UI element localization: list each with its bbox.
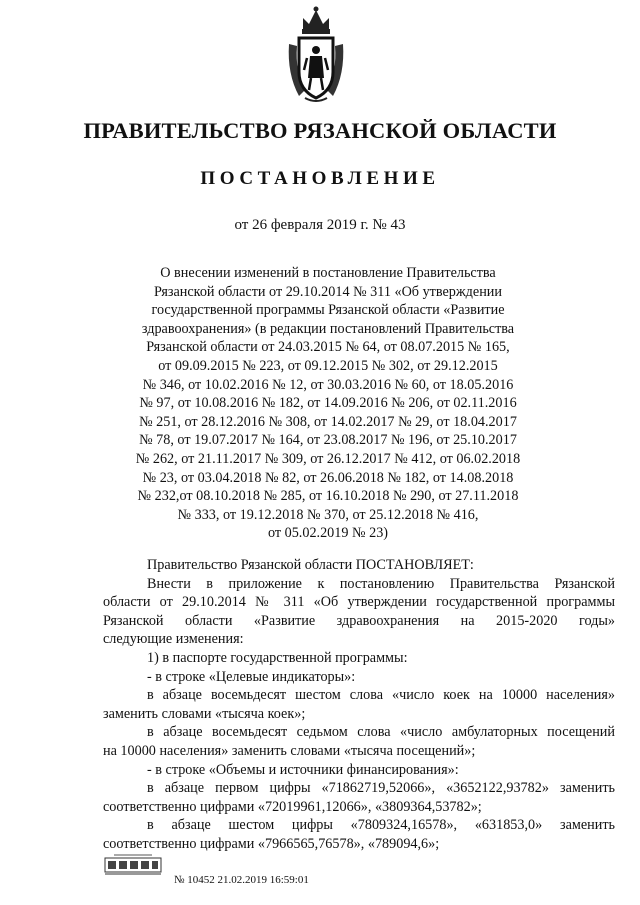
subject-line: здравоохранения» (в редакции постановлений Правительства: [141, 320, 515, 337]
subject-line: № 251, от 28.12.2016 № 308, от 14.02.2017 № 29, от 18.04.2017: [139, 413, 517, 430]
body-line: - в строке «Объемы и источники финансирования»:: [147, 761, 459, 778]
subject-line: № 78, от 19.07.2017 № 164, от 23.08.2017 № 196, от 25.10.2017: [139, 432, 517, 449]
registration-stamp-icon: [104, 852, 162, 876]
coat-of-arms-icon: [285, 4, 347, 104]
document-body: [103, 556, 615, 854]
body-line: Рязанской области «Развитие здравоохранения на 2015-2020 годы»: [103, 612, 615, 629]
subject-line: Рязанской области от 29.10.2014 № 311 «Об утверждении: [154, 283, 502, 300]
body-line: 1) в паспорте государственной программы:: [147, 649, 408, 666]
document-date-number: от 26 февраля 2019 г. № 43: [234, 217, 406, 233]
body-line: Внести в приложение к постановлению Правительства Рязанской: [147, 575, 615, 592]
document-type: ПОСТАНОВЛЕНИЕ: [200, 168, 440, 189]
government-title: ПРАВИТЕЛЬСТВО РЯЗАНСКОЙ ОБЛАСТИ: [83, 118, 557, 143]
subject-line: № 333, от 19.12.2018 № 370, от 25.12.2018 № 416,: [177, 506, 479, 523]
body-line: соответственно цифрами «72019961,12066», «3809364,53782»;: [103, 798, 482, 815]
subject-line: № 346, от 10.02.2016 № 12, от 30.03.2016 № 60, от 18.05.2016: [142, 376, 514, 393]
body-line: в абзаце шестом цифры «7809324,16578», «631853,0» заменить: [147, 817, 615, 834]
subject-line: № 232,от 08.10.2018 № 285, от 16.10.2018 № 290, от 27.11.2018: [137, 488, 519, 505]
subject-line: О внесении изменений в постановление Правительства: [160, 265, 496, 281]
subject-line: № 262, от 21.11.2017 № 309, от 26.12.2017 № 412, от 06.02.2018: [135, 450, 521, 467]
body-line: в абзаце восемьдесят шестом слова «число коек на 10000 населения»: [147, 687, 615, 704]
body-line: в абзаце восемьдесят седьмом слова «число амбулаторных посещений: [147, 724, 615, 741]
subject-line: № 23, от 03.04.2018 № 82, от 26.06.2018 № 182, от 14.08.2018: [142, 469, 514, 486]
resolves-line: Правительство Рязанской области ПОСТАНОВЛЯЕТ:: [147, 557, 474, 573]
body-line: - в строке «Целевые индикаторы»:: [147, 668, 356, 685]
footer: [104, 852, 404, 892]
subject-line: от 05.02.2019 № 23): [267, 525, 389, 542]
body-line: в абзаце первом цифры «71862719,52066», «3652122,93782» заменить: [147, 780, 615, 797]
body-line: следующие изменения:: [103, 631, 244, 648]
subject-line: Рязанской области от 24.03.2015 № 64, от 08.07.2015 № 165,: [146, 339, 510, 356]
body-line: на 10000 населения» заменить словами «тысяча посещений»;: [103, 742, 476, 759]
subject-line: № 97, от 10.08.2016 № 182, от 14.09.2016 № 206, от 02.11.2016: [139, 395, 517, 412]
document-subject: [100, 264, 556, 543]
body-line: заменить словами «тысяча коек»;: [103, 705, 306, 722]
file-registration-number: № 10452 21.02.2019 16:59:01: [174, 874, 309, 886]
subject-line: государственной программы Рязанской области «Развитие: [151, 302, 505, 319]
subject-line: от 09.09.2015 № 223, от 09.12.2015 № 302, от 29.12.2015: [158, 357, 498, 374]
body-line: области от 29.10.2014 № 311 «Об утверждении государственной программы: [103, 594, 615, 611]
body-line: соответственно цифрами «7966565,76578», «789094,6»;: [103, 835, 440, 852]
